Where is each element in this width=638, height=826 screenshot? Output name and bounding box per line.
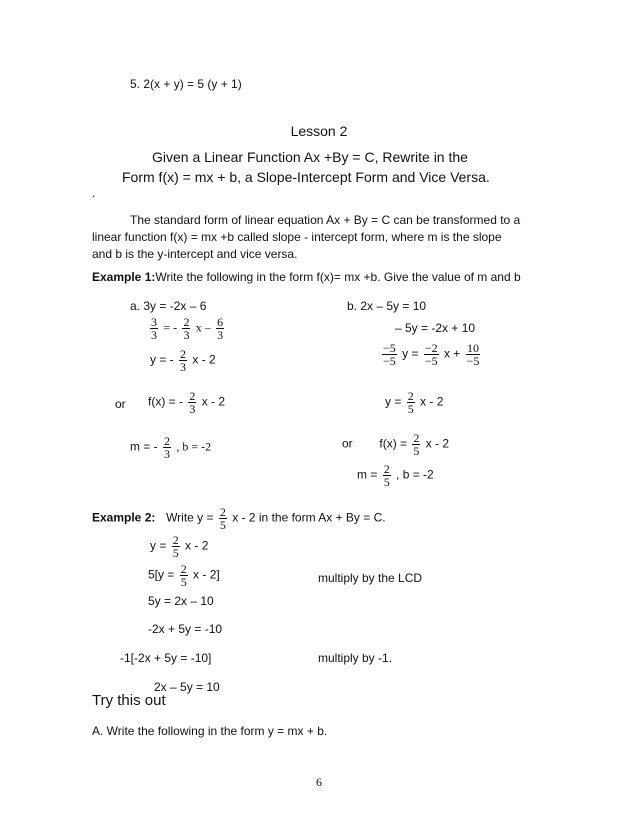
example-2-label: Example 2:	[92, 510, 156, 525]
ex1-b-step-3: y = $\frac{2}{5}$ x - 2	[385, 389, 444, 416]
ex1-a-step-2: y = - $\frac{2}{3}$ x - 2	[150, 347, 216, 374]
example-1-label: Example 1:	[92, 270, 156, 284]
para-line-3: and b is the y-intercept and vice versa.	[92, 247, 298, 261]
ex1-a-step-1-frac-3: $\frac{6}{3}$	[217, 315, 224, 342]
ex2-step-1: y = $\frac{2}{5}$ x - 2	[150, 533, 209, 560]
ex2-step-4: -2x + 5y = -10	[148, 622, 223, 636]
ex2-step-3: 5y = 2x – 10	[148, 594, 214, 608]
ex2-step-5: -1[-2x + 5y = -10]	[120, 651, 212, 665]
ex1-a-or: or	[115, 397, 126, 411]
ex1-a-step-1-frac-2: $\frac{2}{3}$	[183, 315, 190, 342]
para-line-2: linear function f(x) = mx +b called slope - intercept form, where m is the slope	[92, 230, 502, 244]
ex1-a-step-1: $\frac{3}{3}$ = - $\frac{2}{3}$ x – $\frac{6}{3}$	[151, 315, 224, 342]
ex1-a-step-3: f(x) = - $\frac{2}{3}$ x - 2	[148, 389, 226, 416]
subtitle-line-2: Form f(x) = mx + b, a Slope-Intercept Form and Vice Versa.	[122, 169, 490, 185]
ex1-a-step-4: m = - $\frac{2}{3}$ , b = -2	[130, 434, 212, 461]
ex2-step-2-note: multiply by the LCD	[318, 571, 423, 585]
ex1-b-step-1: – 5y = -2x + 10	[395, 321, 476, 335]
try-this-out-heading: Try this out	[92, 692, 166, 709]
lesson-title: Lesson 2	[290, 123, 348, 139]
subtitle-line-1: Given a Linear Function Ax +By = C, Rewrite in the	[152, 149, 468, 165]
example-2-heading: Example 2: Write y = $\frac{2}{5}$ x - 2 in the form Ax + By = C.	[92, 505, 386, 532]
ex2-step-6: 2x – 5y = 10	[154, 680, 220, 694]
ex1-a-step-1-frac-1: $\frac{3}{3}$	[151, 315, 157, 342]
example-1-heading	[92, 270, 521, 284]
dot-mark: .	[92, 186, 96, 200]
page-number: 6	[316, 775, 322, 789]
problem-5: 5. 2(x + y) = 5 (y + 1)	[130, 77, 242, 91]
ex2-step-2: 5[y = $\frac{2}{5}$ x - 2]	[148, 562, 220, 589]
ex2-step-5-note: multiply by -1.	[318, 651, 393, 665]
ex1-b-step-4: or f(x) = $\frac{2}{5}$ x - 2	[342, 431, 450, 458]
ex1-b-step-5: m = $\frac{2}{5}$ , b = -2	[357, 462, 434, 489]
para-line-1: The standard form of linear equation Ax + By = C can be transformed to a	[130, 213, 521, 227]
intro-paragraph	[92, 212, 547, 263]
ex1-b-equation: b. 2x – 5y = 10	[347, 299, 427, 313]
try-a-instruction: A. Write the following in the form y = mx + b.	[92, 724, 328, 738]
ex1-b-step-2: $\frac{-5}{-5}$ y = $\frac{-2}{-5}$ x + $\frac{10}{-5}$	[383, 341, 480, 368]
ex1-a-equation: a. 3y = -2x – 6	[130, 299, 207, 313]
example-1-text: Write the following in the form f(x)= mx +b. Give the value of m and b	[155, 270, 521, 284]
